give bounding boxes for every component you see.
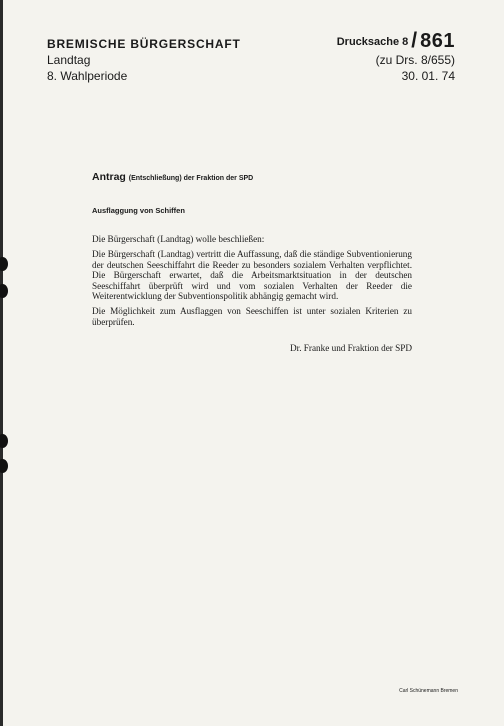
chamber: Landtag	[47, 53, 91, 67]
signature: Dr. Franke und Fraktion der SPD	[290, 343, 412, 353]
header-right	[337, 31, 455, 84]
drucksache-row	[337, 31, 455, 52]
left-edge	[0, 0, 3, 726]
printer-imprint: Carl Schünemann Bremen	[399, 688, 458, 694]
header-left	[47, 36, 241, 84]
period: 8. Wahlperiode	[47, 69, 128, 83]
paragraph-1: Die Bürgerschaft (Landtag) vertritt die Auffassung, daß die ständige Subventionierung der deutschen Seeschiffahrt die Reeder zu besonders sozialem Verhalten verpflichtet. Die Bürgerschaft erwartet, daß die Arbeitsmarktsituation in der deutschen Seeschiffahrt überprüft wird und vom sozialen Verhalten der Reeder die Weiterentwicklung der Subventionspolitik abhängig gemacht wird.	[92, 249, 412, 302]
reference: (zu Drs. 8/655)	[375, 53, 455, 67]
punch-hole	[0, 257, 8, 271]
subject-heading: Ausflaggung von Schiffen	[92, 206, 185, 215]
antrag-heading	[92, 171, 253, 183]
drucksache-label: Drucksache 8	[336, 36, 409, 48]
intro-paragraph: Die Bürgerschaft (Landtag) wolle beschließen:	[92, 234, 265, 244]
slash-divider: /	[411, 29, 418, 52]
punch-hole	[0, 434, 8, 448]
paragraph-2: Die Möglichkeit zum Ausflaggen von Seeschiffen ist unter sozialen Kriterien zu überprüfen.	[92, 306, 412, 327]
punch-hole	[0, 459, 8, 473]
body-text	[92, 234, 412, 332]
date: 30. 01. 74	[401, 69, 455, 83]
punch-hole	[0, 284, 8, 298]
antrag-main: Antrag	[92, 171, 126, 183]
org-name: BREMISCHE BÜRGERSCHAFT	[47, 37, 241, 51]
antrag-rest: (Entschließung) der Fraktion der SPD	[128, 175, 254, 182]
drucksache-number: 861	[420, 30, 455, 52]
